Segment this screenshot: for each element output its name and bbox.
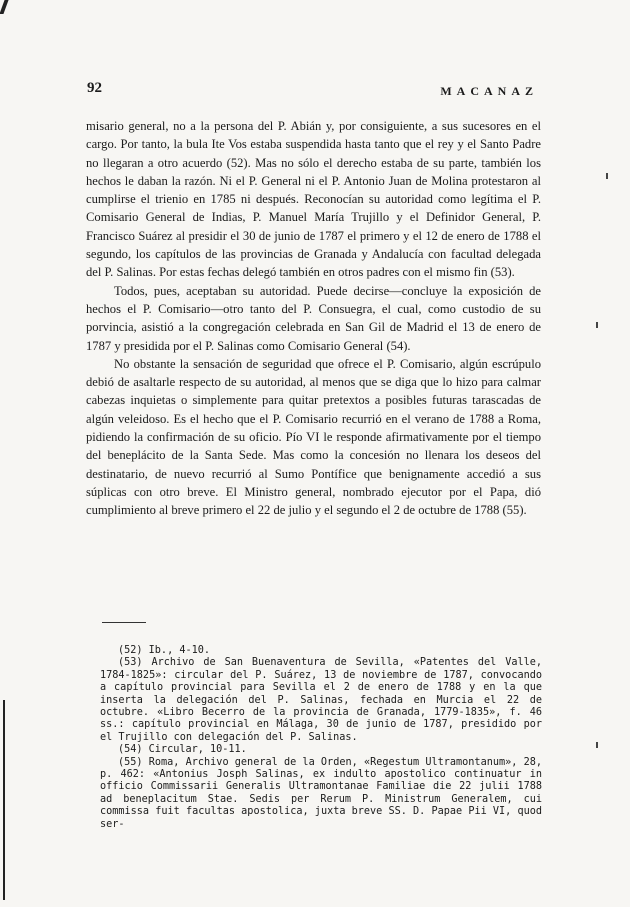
- margin-speck: [606, 173, 608, 179]
- paragraph-1: misario general, no a la persona del P. Abián y, por consiguiente, a sus sucesores en el cargo. Por tanto, la bula Ite Vos estaba suspendida hasta tanto que el rey y el Santo Padre no llegaran a otro acuerdo (52). Mas no sólo el derecho estaba de su parte, también los hechos le daban la razón. Ni el P. General ni el P. Antonio Juan de Molina protestaron al cumplirse el trienio en 1785 ni después. Reconocían su autoridad como legítima el P. Comisario General de Indias, P. Manuel María Trujillo y el Definidor General, P. Francisco Suárez al presidir el 30 de junio de 1787 el primero y el 12 de enero de 1788 el segundo, los capítulos de las provincias de Granada y Andalucía con facultad delegada del P. Salinas. Por estas fechas delegó también en otros padres con el mismo fin (53).: [86, 119, 541, 280]
- footnote-53: (53) Archivo de San Buenaventura de Sevilla, «Patentes del Valle, 1784-1825»: circular del P. Suárez, 13 de noviembre de 1787, convocando a capítulo provincial para Sevilla el 2 de enero de 1788 y en la que inserta la delegación del P. Salinas, fechada en Murcia el 22 de octubre. «Libro Becerro de la provincia de Granada, 1779-1835», f. 46 ss.: capítulo provincial en Málaga, 30 de junio de 1787, presidido por el Trujillo con delegación del P. Salinas.: [100, 657, 542, 743]
- paragraph-3: No obstante la sensación de seguridad que ofrece el P. Comisario, algún escrúpulo debió de asaltarle respecto de su autoridad, al menos que se diga que lo hizo para calmar cabezas inquietas o simplemente para quitar pretextos a posibles futuras tarascadas de algún veleidoso. Es el hecho que el P. Comisario recurrió en el verano de 1788 a Roma, pidiendo la confirmación de su oficio. Pío VI le responde afirmativamente por el tiempo del beneplácito de la Santa Sede. Mas como la concesión no llenara los deseos del destinatario, de nuevo recurrió al Sumo Pontífice que benignamente accedió a sus súplicas con otro breve. El Ministro general, nombrado ejecutor por el Papa, dió cumplimiento al breve primero el 22 de julio y el segundo el 2 de octubre de 1788 (55).: [86, 356, 541, 518]
- main-text: [86, 117, 541, 520]
- scan-edge-line: [3, 700, 5, 900]
- footnotes: [100, 645, 542, 831]
- footnote-52: (52) Ib., 4-10.: [118, 645, 211, 656]
- footnote-55: (55) Roma, Archivo general de la Orden, «Regestum Ultramontanum», 28, p. 462: «Antonius Josph Salinas, ex indulto apostolico continuatur in officio Commissarii Generalis Ultramontanae Familiae die 22 julii 1788 ad beneplacitum Stae. Sedis per Rerum P. Ministrum Generalem, cui commissa fuit facultas apostolica, juxta breve SS. D. Papae Pii VI, quod ser-: [100, 756, 542, 830]
- running-head: MACANAZ: [440, 84, 538, 98]
- footnote-54: (54) Circular, 10-11.: [118, 744, 247, 756]
- paragraph-2: Todos, pues, aceptaban su autoridad. Puede decirse—concluye la exposición de hechos el P. Comisario—otro tanto del P. Consuegra, el cual, como custodio de su porvincia, asistió a la congregación celebrada en San Gil de Madrid el 13 de enero de 1787 y presidida por el P. Salinas como Comisario General (54).: [86, 283, 541, 353]
- margin-speck: [596, 322, 598, 328]
- page-number: 92: [87, 80, 102, 96]
- margin-speck: [596, 742, 598, 748]
- scan-edge-mark: [0, 0, 9, 14]
- footnote-separator: [102, 622, 146, 623]
